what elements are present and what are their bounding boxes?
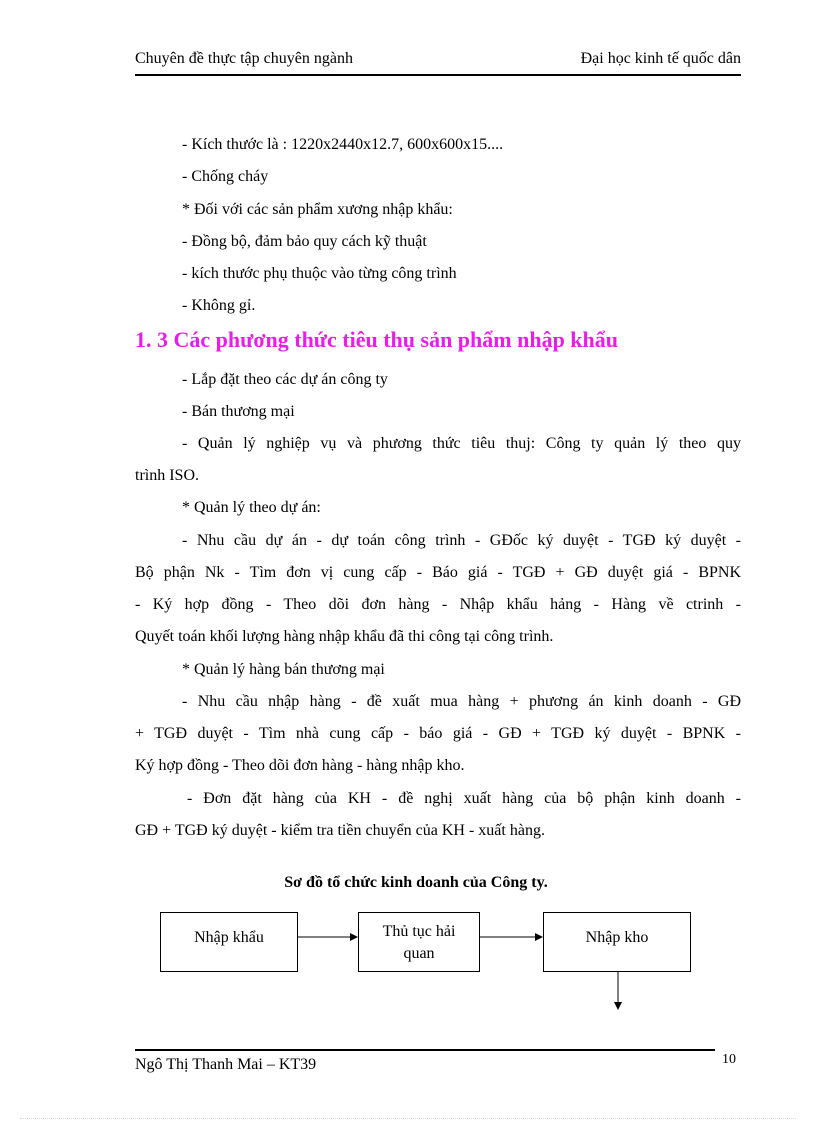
header-right-title: Đại học kinh tế quốc dân — [580, 50, 741, 67]
paragraph-order-line-1: - Đơn đặt hàng của KH - đề nghị xuất hàng của bộ phận kinh doanh - — [187, 790, 741, 807]
footer-rule — [135, 1049, 715, 1051]
diagram-title: Sơ đồ tổ chức kinh doanh của Công ty. — [284, 874, 548, 891]
paragraph-project-line-1: - Nhu cầu dự án - dự toán công trình - GĐốc ký duyệt - TGĐ ký duyệt - — [182, 532, 741, 549]
paragraph-commercial-line-3: Ký hợp đồng - Theo dõi đơn hàng - hàng nhập kho. — [135, 757, 465, 774]
text-line-size: - Kích thước là : 1220x2440x12.7, 600x600x15.... — [182, 136, 504, 153]
paragraph-project-line-2: Bộ phận Nk - Tìm đơn vị cung cấp - Báo giá - TGĐ + GĐ duyệt giá - BPNK — [135, 564, 741, 581]
text-line-fireproof: - Chống cháy — [182, 168, 269, 185]
paragraph-order-line-2: GĐ + TGĐ ký duyệt - kiểm tra tiền chuyển của KH - xuất hàng. — [135, 822, 545, 839]
text-line-rustproof: - Không gỉ. — [182, 297, 256, 314]
section-heading: 1. 3 Các phương thức tiêu thụ sản phẩm nhập khẩu — [135, 327, 619, 352]
text-line-dimension: - kích thước phụ thuộc vào từng công trình — [182, 265, 457, 282]
paragraph-management-line-2: trình ISO. — [135, 467, 199, 484]
text-line-commercial-management: * Quản lý hàng bán thương mại — [182, 661, 385, 678]
paragraph-commercial-line-2: + TGĐ duyệt - Tìm nhà cung cấp - báo giá - GĐ + TGĐ ký duyệt - BPNK - — [135, 725, 741, 742]
paragraph-project-line-3: - Ký hợp đồng - Theo dõi đơn hàng - Nhập khẩu hảng - Hàng về ctrinh - — [135, 596, 741, 613]
page-number: 10 — [722, 1052, 736, 1067]
text-line-commercial: - Bán thương mại — [182, 403, 295, 420]
footer-author: Ngô Thị Thanh Mai – KT39 — [135, 1056, 317, 1073]
text-line-sync: - Đồng bộ, đảm bảo quy cách kỹ thuật — [182, 233, 427, 250]
text-line-import-frame: * Đối với các sản phẩm xương nhập khẩu: — [182, 201, 453, 218]
diagram-box-customs-label-1: Thủ tục hải — [382, 923, 456, 940]
paragraph-management-line-1: - Quản lý nghiệp vụ và phương thức tiêu thuj: Công ty quản lý theo quy — [182, 435, 741, 452]
diagram-box-warehouse-label: Nhập kho — [585, 929, 649, 946]
text-line-project-management: * Quản lý theo dự án: — [182, 499, 321, 516]
paragraph-commercial-line-1: - Nhu cầu nhập hàng - đề xuất mua hàng + phương án kinh doanh - GĐ — [182, 693, 741, 710]
paragraph-project-line-4: Quyết toán khối lượng hàng nhập khẩu đã thi công tại công trình. — [135, 628, 554, 645]
page-bottom-divider — [20, 1118, 796, 1119]
text-line-install: - Lắp đặt theo các dự án công ty — [182, 371, 388, 388]
diagram-box-customs-label-2: quan — [403, 945, 435, 962]
diagram-box-import-label: Nhập khẩu — [194, 929, 264, 946]
header-left-title: Chuyên đề thực tập chuyên ngành — [135, 50, 353, 67]
